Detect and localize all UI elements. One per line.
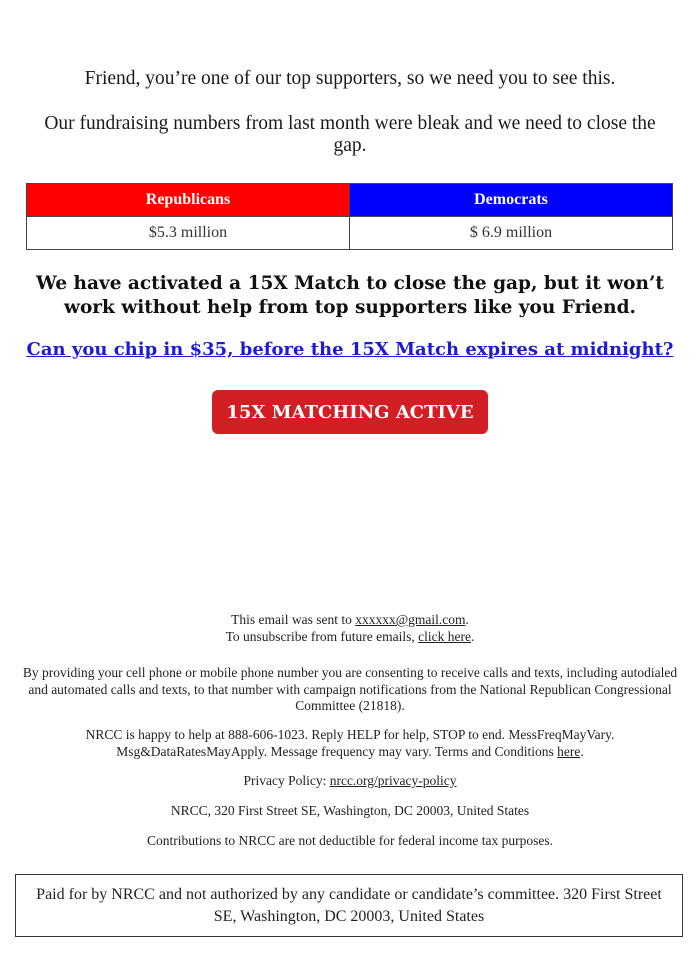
- sent-suffix: .: [465, 612, 469, 627]
- table-header-row: [27, 184, 673, 217]
- paid-for-disclaimer: Paid for by NRCC and not authorized by any candidate or candidate’s committee. 320 First Street SE, Washington, DC 20003, United States: [15, 874, 683, 937]
- fundraising-comparison-table: [26, 183, 673, 250]
- terms-suffix: .: [580, 743, 584, 759]
- tax-deductibility-note: Contributions to NRCC are not deductible for federal income tax purposes.: [146, 833, 554, 848]
- sms-consent-text: By providing your cell phone or mobile phone number you are consenting to receive calls and texts, including autodialed and automated calls and texts, to that number with campaign notifications from the National Republican Congressional Committee (21818).: [22, 665, 678, 713]
- help-text-body: NRCC is happy to help at 888-606-1023. Reply HELP for help, STOP to end. MessFreqMayVary. Msg&DataRatesMayApply. Message frequency may vary. Terms and Conditions: [85, 727, 615, 759]
- chip-in-link[interactable]: Can you chip in $35, before the 15X Match expires at midnight?: [26, 339, 674, 360]
- unsubscribe-prefix: To unsubscribe from future emails,: [225, 628, 419, 644]
- republicans-header: Republicans: [27, 184, 350, 217]
- unsubscribe-link[interactable]: click here: [418, 628, 471, 644]
- unsubscribe-suffix: .: [470, 628, 475, 644]
- match-headline: We have activated a 15X Match to close the gap, but it won’t work without help from top supporters like you Friend.: [36, 273, 664, 318]
- terms-link[interactable]: here: [557, 743, 581, 759]
- mailing-address: NRCC, 320 First Street SE, Washington, DC 20003, United States: [170, 803, 530, 818]
- email-sent-notice: [18, 612, 682, 645]
- sent-prefix: This email was sent to: [231, 612, 356, 627]
- privacy-prefix: Privacy Policy:: [243, 773, 330, 788]
- privacy-policy: [18, 773, 682, 790]
- intro-line-2: Our fundraising numbers from last month were bleak and we need to close the gap.: [44, 113, 656, 156]
- democrats-header: Democrats: [350, 184, 673, 217]
- matching-active-button[interactable]: 15X MATCHING ACTIVE: [212, 390, 488, 434]
- donation-ask: [22, 338, 678, 362]
- republicans-value: $5.3 million: [27, 217, 350, 250]
- help-text: [18, 727, 682, 760]
- table-row: [27, 217, 673, 250]
- privacy-policy-link[interactable]: nrcc.org/privacy-policy: [329, 773, 457, 788]
- intro-line-1: Friend, you’re one of our top supporters, so we need you to see this.: [84, 68, 616, 89]
- recipient-email-link[interactable]: xxxxxx@gmail.com: [355, 612, 466, 627]
- democrats-value: $ 6.9 million: [350, 217, 673, 250]
